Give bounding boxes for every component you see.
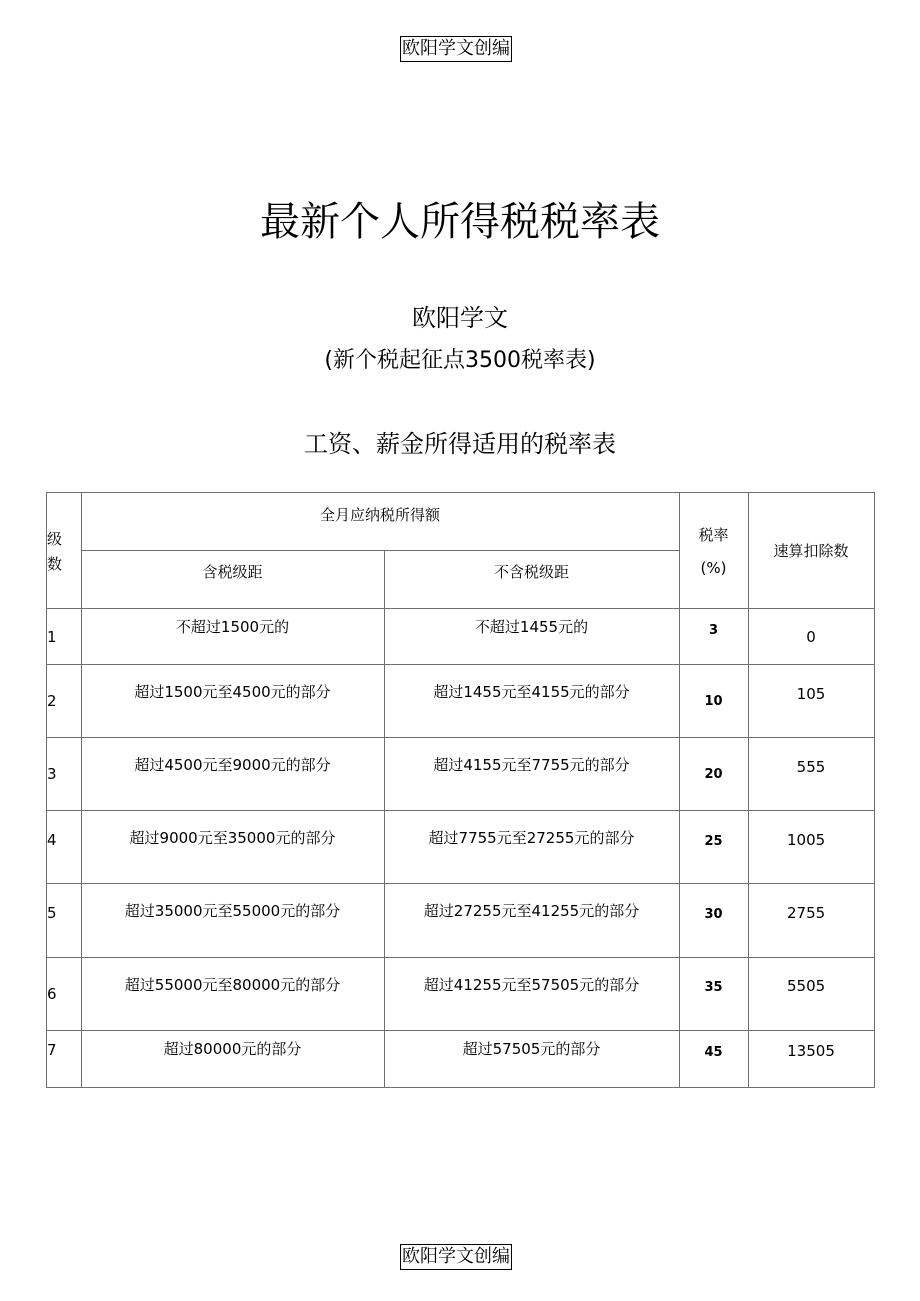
row-6-rate: 35 <box>704 980 723 995</box>
row-1-inclusive: 不超过1500元的 <box>175 618 290 636</box>
header-tax-inclusive: 含税级距 <box>202 563 263 581</box>
row-4-rate: 25 <box>704 834 723 849</box>
row-6-level: 6 <box>47 985 57 1003</box>
row-3-rate: 20 <box>704 767 723 782</box>
row-divider <box>46 737 875 738</box>
header-level-line2: 数 <box>47 555 63 573</box>
col-divider <box>748 492 749 1088</box>
row-divider <box>46 810 875 811</box>
row-4-inclusive: 超过9000元至35000元的部分 <box>129 829 336 847</box>
row-5-level: 5 <box>47 904 57 922</box>
row-6-deduction: 5505 <box>787 977 826 995</box>
row-7-exclusive: 超过57505元的部分 <box>462 1040 601 1058</box>
document-author: 欧阳学文 <box>412 304 508 332</box>
row-6-exclusive: 超过41255元至57505元的部分 <box>423 976 640 994</box>
row-1-deduction: 0 <box>806 628 816 646</box>
row-5-inclusive: 超过35000元至55000元的部分 <box>124 902 341 920</box>
row-2-inclusive: 超过1500元至4500元的部分 <box>134 683 331 701</box>
row-divider <box>46 664 875 665</box>
row-4-exclusive: 超过7755元至27255元的部分 <box>428 829 635 847</box>
row-2-deduction: 105 <box>796 685 826 703</box>
row-3-deduction: 555 <box>796 758 826 776</box>
row-2-exclusive: 超过1455元至4155元的部分 <box>433 683 630 701</box>
section-title: 工资、薪金所得适用的税率表 <box>304 430 616 458</box>
row-7-inclusive: 超过80000元的部分 <box>163 1040 302 1058</box>
row-divider <box>46 883 875 884</box>
table-border-right <box>874 492 875 1088</box>
row-4-level: 4 <box>47 831 57 849</box>
row-2-rate: 10 <box>704 694 723 709</box>
header-rate-line2: (%) <box>700 559 727 577</box>
row-7-level: 7 <box>47 1041 57 1059</box>
row-divider <box>46 1030 875 1031</box>
header-quick-deduction: 速算扣除数 <box>773 542 849 560</box>
row-3-inclusive: 超过4500元至9000元的部分 <box>134 756 331 774</box>
row-1-level: 1 <box>47 628 57 646</box>
row-5-exclusive: 超过27255元至41255元的部分 <box>423 902 640 920</box>
row-5-deduction: 2755 <box>787 904 826 922</box>
row-1-rate: 3 <box>708 623 719 638</box>
header-stamp: 欧阳学文创编 <box>400 36 512 62</box>
header-tax-exclusive: 不含税级距 <box>493 563 569 581</box>
row-6-inclusive: 超过55000元至80000元的部分 <box>124 976 341 994</box>
footer-stamp: 欧阳学文创编 <box>400 1244 512 1270</box>
table-border-bottom <box>46 1087 875 1088</box>
table-border-top <box>46 492 875 493</box>
col-divider <box>81 492 82 1088</box>
document-subtitle: (新个税起征点3500税率表) <box>324 348 596 373</box>
row-3-exclusive: 超过4155元至7755元的部分 <box>433 756 630 774</box>
row-7-deduction: 13505 <box>787 1042 835 1060</box>
row-divider <box>46 608 875 609</box>
row-5-rate: 30 <box>704 907 723 922</box>
row-7-rate: 45 <box>704 1045 723 1060</box>
row-3-level: 3 <box>47 765 57 783</box>
tax-rate-table <box>46 492 874 1087</box>
col-divider <box>679 492 680 1088</box>
row-divider <box>46 957 875 958</box>
header-divider <box>81 550 679 551</box>
row-2-level: 2 <box>47 692 57 710</box>
header-level-line1: 级 <box>47 530 63 548</box>
row-1-exclusive: 不超过1455元的 <box>474 618 589 636</box>
row-4-deduction: 1005 <box>787 831 826 849</box>
header-rate-line1: 税率 <box>698 526 729 544</box>
document-title: 最新个人所得税税率表 <box>260 199 660 245</box>
header-monthly-taxable-income: 全月应纳税所得额 <box>319 506 440 524</box>
